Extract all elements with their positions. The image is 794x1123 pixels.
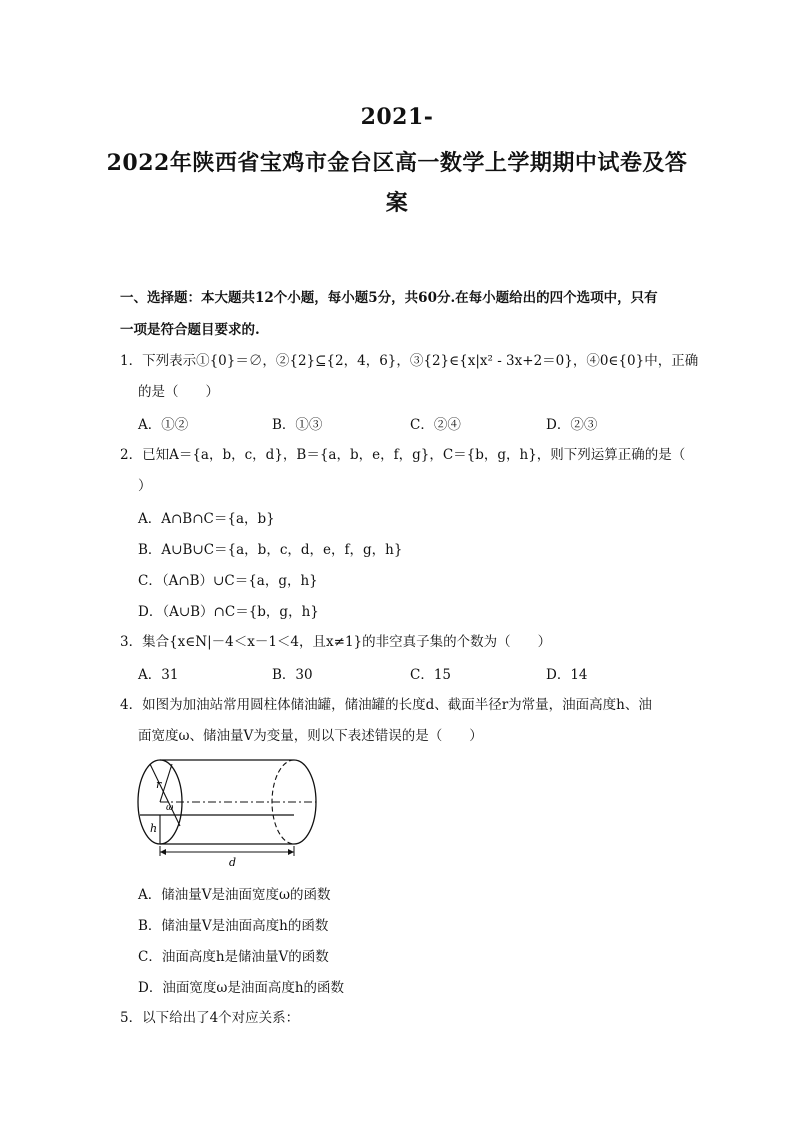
title-line-3: 案 bbox=[385, 190, 409, 216]
q4-option-d: D．油面宽度ω是油面高度h的函数 bbox=[138, 980, 345, 996]
dimension-d-arrow-right bbox=[288, 849, 294, 855]
section-heading-line-1: 一、选择题：本大题共12个小题，每小题5分，共60分.在每小题给出的四个选项中，只有 bbox=[120, 290, 658, 306]
q3-option-c: C．15 bbox=[410, 667, 452, 683]
q3-option-b: B．30 bbox=[272, 667, 313, 683]
label-omega: ω bbox=[166, 803, 174, 813]
q2-option-c: C．（A∩B）∪C＝{a，g，h} bbox=[138, 573, 318, 589]
q4-stem-line-1: 4．如图为加油站常用圆柱体储油罐，储油罐的长度d、截面半径r为常量，油面高度h、油 bbox=[120, 697, 652, 713]
title-line-1: 2021- bbox=[360, 104, 434, 130]
q1-option-b: B．①③ bbox=[272, 417, 323, 433]
q4-option-a: A．储油量V是油面宽度ω的函数 bbox=[138, 887, 331, 903]
q1-stem-line-2: 的是（ ） bbox=[138, 384, 219, 400]
q4-option-c: C．油面高度h是储油量V的函数 bbox=[138, 949, 329, 965]
q2-option-b: B．A∪B∪C＝{a，b，c，d，e，f，g，h} bbox=[138, 542, 403, 558]
q2-stem-line-1: 2．已知A＝{a，b，c，d}，B＝{a，b，e，f，g}，C＝{b，g，h}，则下列运算正确的是（ bbox=[120, 447, 686, 463]
label-h: h bbox=[150, 822, 158, 835]
section-heading-line-2: 一项是符合题目要求的. bbox=[120, 322, 260, 338]
q3-stem: 3．集合{x∈N|－4＜x－1＜4，且x≠1}的非空真子集的个数为（ ） bbox=[120, 634, 552, 650]
q1-stem-line-1: 1．下列表示①{0}＝∅，②{2}⊆{2，4，6}，③{2}∈{x|x² - 3x+2＝0}，④0∈{0}中，正确 bbox=[120, 353, 699, 369]
cylinder-tank-figure bbox=[132, 756, 322, 868]
q4-stem-line-2: 面宽度ω、储油量V为变量，则以下表述错误的是（ ） bbox=[138, 728, 483, 744]
q2-stem-line-2: ） bbox=[138, 478, 152, 494]
dimension-d-arrow-left bbox=[160, 849, 166, 855]
q2-option-d: D．（A∪B）∩C＝{b，g，h} bbox=[138, 604, 319, 620]
q1-option-a: A．①② bbox=[138, 417, 189, 433]
title-line-2: 2022年陕西省宝鸡市金台区高一数学上学期期中试卷及答 bbox=[106, 150, 688, 176]
q3-option-a: A．31 bbox=[138, 667, 179, 683]
q5-stem: 5．以下给出了4个对应关系： bbox=[120, 1010, 300, 1026]
label-r: r bbox=[156, 778, 162, 791]
label-d: d bbox=[229, 856, 237, 868]
q1-option-d: D．②③ bbox=[546, 417, 598, 433]
q2-option-a: A．A∩B∩C＝{a，b} bbox=[138, 511, 275, 527]
q3-option-d: D．14 bbox=[546, 667, 588, 683]
q4-option-b: B．储油量V是油面高度h的函数 bbox=[138, 918, 329, 934]
q1-option-c: C．②④ bbox=[410, 417, 461, 433]
